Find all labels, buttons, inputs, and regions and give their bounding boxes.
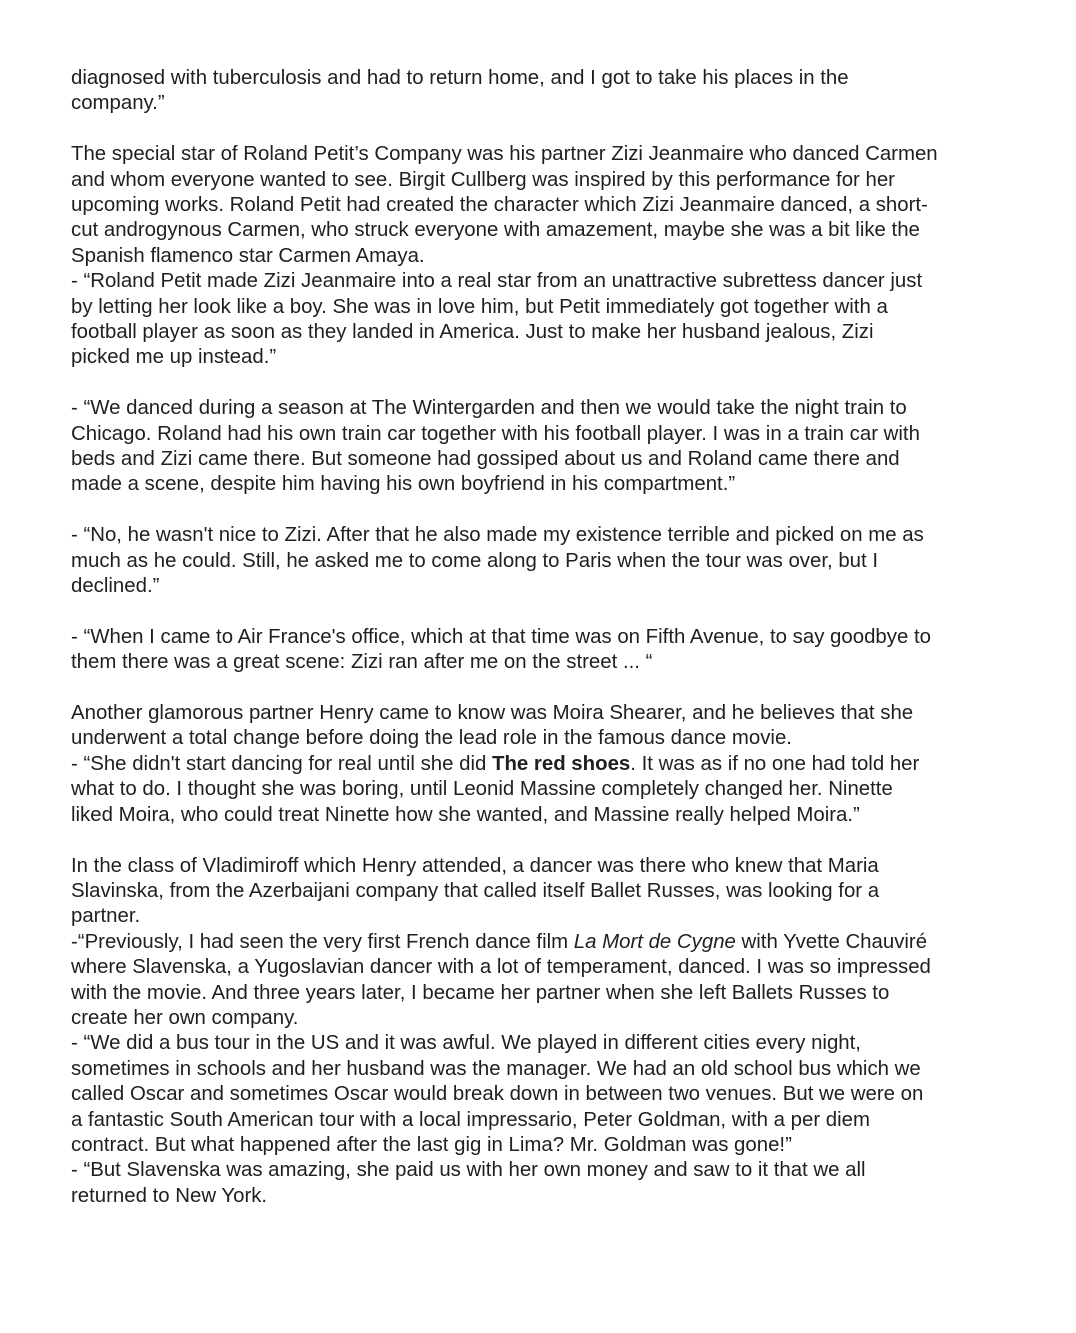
quote-line: a fantastic South American tour with a local impressario, Peter Goldman, with a per diem xyxy=(71,1108,870,1131)
quote-line: called Oscar and sometimes Oscar would break down in between two venues. But we were on xyxy=(71,1083,924,1106)
quote-line: - “No, he wasn't nice to Zizi. After that he also made my existence terrible and picked on me as xyxy=(71,524,924,547)
text-line: company.” xyxy=(71,92,165,115)
quote-line: them there was a great scene: Zizi ran after me on the street ... “ xyxy=(71,651,653,674)
text-line: and whom everyone wanted to see. Birgit Cullberg was inspired by this performance for her xyxy=(71,168,895,191)
quote-line xyxy=(71,752,1021,777)
text-line: underwent a total change before doing the lead role in the famous dance movie. xyxy=(71,727,792,750)
quote-line xyxy=(71,930,1021,955)
quote-line: beds and Zizi came there. But someone had gossiped about us and Roland came there and xyxy=(71,448,900,471)
film-title-red-shoes: The red shoes xyxy=(492,752,631,775)
paragraph-wintergarden xyxy=(71,396,1021,498)
text-line: The special star of Roland Petit’s Company was his partner Zizi Jeanmaire who danced Carmen xyxy=(71,143,938,166)
quote-line: sometimes in schools and her husband was the manager. We had an old school bus which we xyxy=(71,1057,921,1080)
quote-line: - “We danced during a season at The Wintergarden and then we would take the night train to xyxy=(71,397,907,420)
quote-line: where Slavenska, a Yugoslavian dancer with a lot of temperament, danced. I was so impressed xyxy=(71,956,931,979)
quote-start: - “She didn't start dancing for real until she did xyxy=(71,752,492,775)
quote-line: Chicago. Roland had his own train car together with his football player. I was in a train car with xyxy=(71,422,920,445)
document-page xyxy=(71,66,1021,1209)
paragraph-tuberculosis xyxy=(71,66,1021,117)
text-line: In the class of Vladimiroff which Henry attended, a dancer was there who knew that Maria xyxy=(71,854,879,877)
quote-start: -“Previously, I had seen the very first French dance film xyxy=(71,930,574,953)
text-line: diagnosed with tuberculosis and had to return home, and I got to take his places in the xyxy=(71,67,849,89)
quote-line: - “Roland Petit made Zizi Jeanmaire into a real star from an unattractive subrettess dancer just xyxy=(71,270,923,293)
quote-continuation: with Yvette Chauviré xyxy=(735,930,928,953)
quote-line: - “When I came to Air France's office, which at that time was on Fifth Avenue, to say goodbye to xyxy=(71,625,931,648)
quote-line: create her own company. xyxy=(71,1006,299,1029)
quote-line: football player as soon as they landed in America. Just to make her husband jealous, Zizi xyxy=(71,321,874,344)
quote-line: returned to New York. xyxy=(71,1184,268,1207)
quote-line: declined.” xyxy=(71,575,160,598)
quote-line: - “But Slavenska was amazing, she paid us with her own money and saw to it that we all xyxy=(71,1159,866,1182)
text-line: Another glamorous partner Henry came to know was Moira Shearer, and he believes that she xyxy=(71,702,914,725)
paragraph-slavenska xyxy=(71,854,1021,1210)
text-line: upcoming works. Roland Petit had created the character which Zizi Jeanmaire danced, a short- xyxy=(71,194,928,217)
text-line: cut androgynous Carmen, who struck everyone with amazement, maybe she was a bit like the xyxy=(71,219,920,242)
paragraph-air-france xyxy=(71,625,1021,676)
quote-line: by letting her look like a boy. She was in love him, but Petit immediately got together with a xyxy=(71,295,888,318)
quote-line: - “We did a bus tour in the US and it was awful. We played in different cities every night, xyxy=(71,1032,861,1055)
text-line: Slavinska, from the Azerbaijani company that called itself Ballet Russes, was looking for a xyxy=(71,879,880,902)
quote-line: with the movie. And three years later, I became her partner when she left Ballets Russes to xyxy=(71,981,890,1004)
text-line: partner. xyxy=(71,905,141,928)
quote-line: liked Moira, who could treat Ninette how she wanted, and Massine really helped Moira.” xyxy=(71,803,860,826)
quote-line: picked me up instead.” xyxy=(71,346,277,369)
film-title-la-mort-de-cygne: La Mort de Cygne xyxy=(573,930,736,953)
paragraph-moira-shearer xyxy=(71,701,1021,828)
quote-line: what to do. I thought she was boring, until Leonid Massine completely changed her. Ninette xyxy=(71,778,893,801)
quote-line: made a scene, despite him having his own boyfriend in his compartment.” xyxy=(71,473,736,496)
quote-line: much as he could. Still, he asked me to come along to Paris when the tour was over, but I xyxy=(71,549,878,572)
quote-continuation: . It was as if no one had told her xyxy=(630,752,920,775)
quote-line: contract. But what happened after the last gig in Lima? Mr. Goldman was gone!” xyxy=(71,1133,792,1156)
text-line: Spanish flamenco star Carmen Amaya. xyxy=(71,244,425,267)
paragraph-not-nice xyxy=(71,523,1021,599)
paragraph-zizi-jeanmaire xyxy=(71,142,1021,371)
